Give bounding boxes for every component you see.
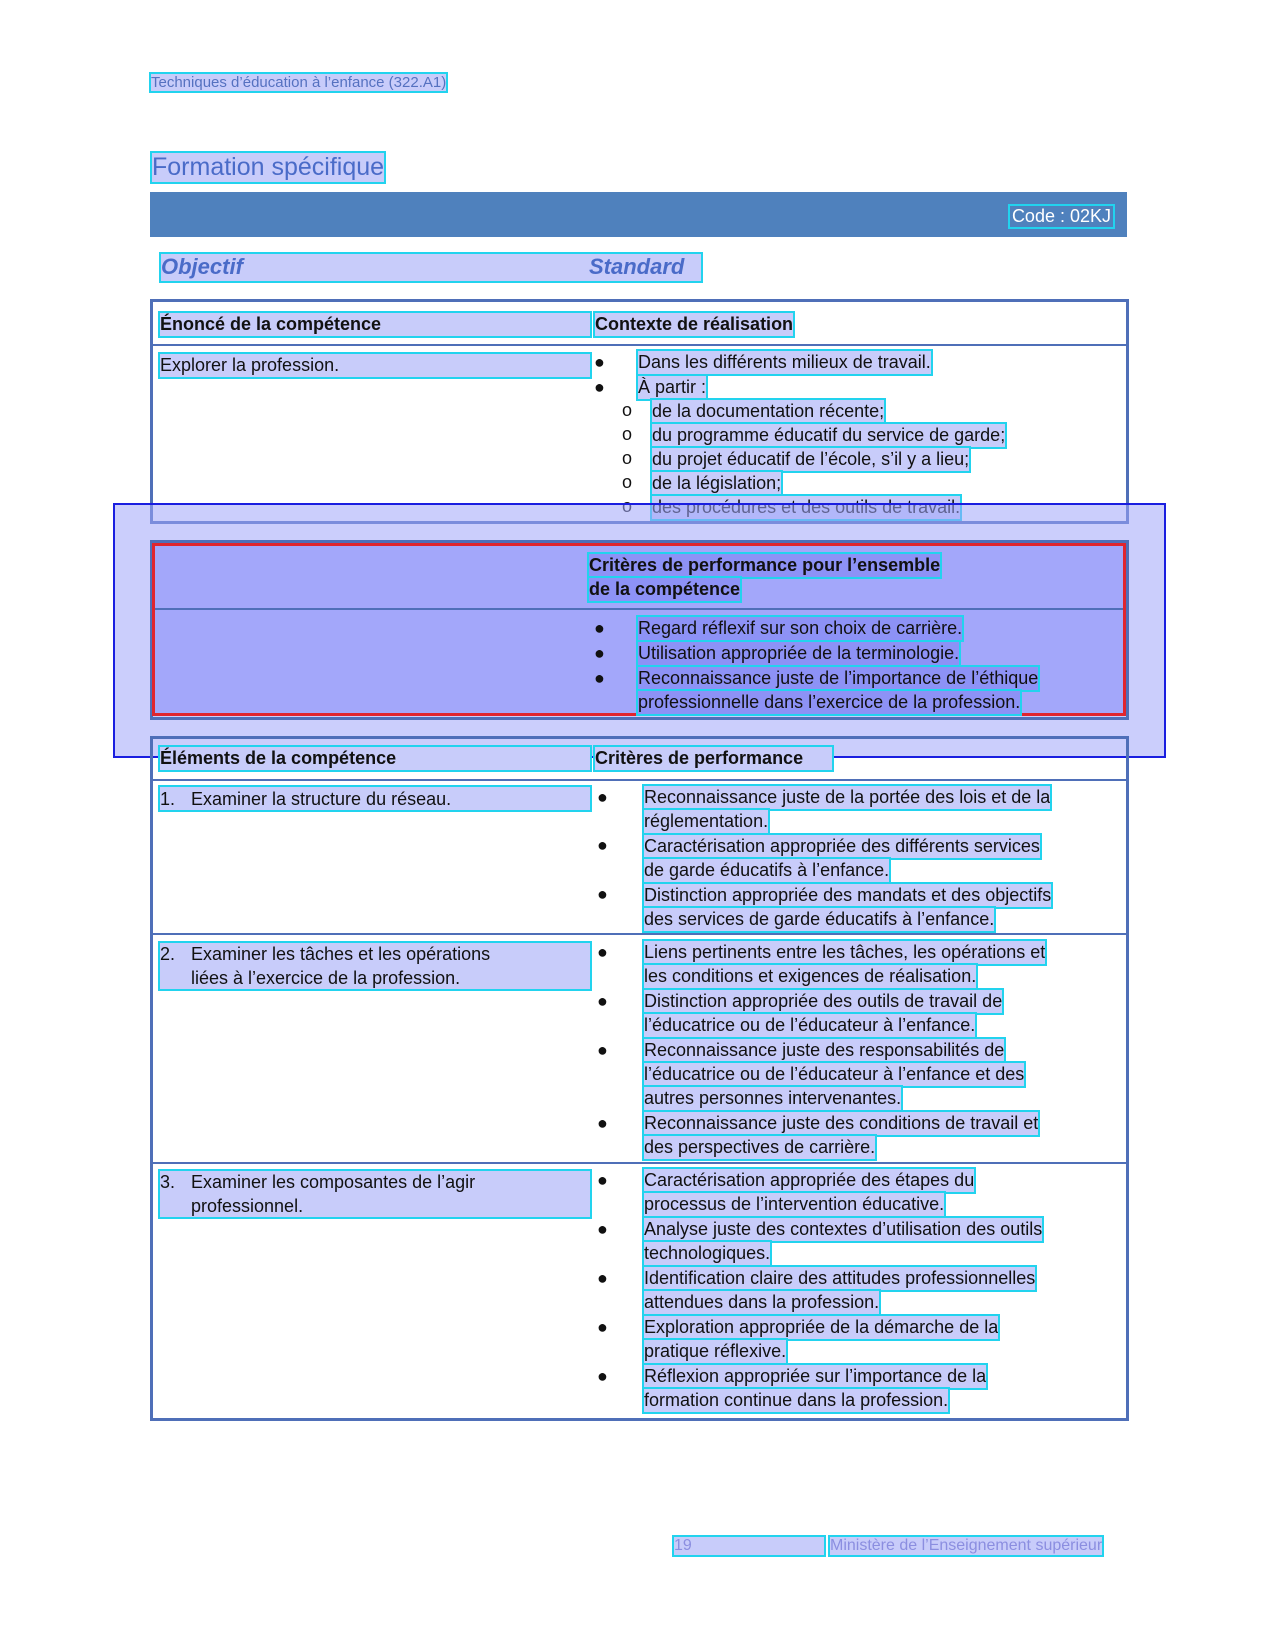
divider	[155, 608, 1123, 610]
critere-line: pratique réflexive.	[644, 1341, 787, 1361]
standard-heading: Standard	[589, 254, 685, 279]
bullet-icon: ●	[597, 1268, 608, 1288]
ensemble-heading-line1: Critères de performance pour l’ensemble	[589, 555, 941, 575]
divider	[152, 779, 1127, 781]
bullet-icon: ●	[597, 942, 608, 962]
ensemble-item: professionnelle dans l’exercice de la profession.	[638, 692, 1021, 712]
critere-line: Reconnaissance juste des conditions de travail et	[644, 1113, 1039, 1133]
elements-heading: Éléments de la compétence	[160, 747, 590, 770]
page-number: 19	[674, 1537, 824, 1555]
bullet-icon: ●	[597, 991, 608, 1011]
critere-line: Caractérisation appropriée des étapes du	[644, 1170, 975, 1190]
contexte-subitem: de la documentation récente;	[652, 401, 885, 421]
element-number: 3.	[160, 1172, 176, 1192]
enonce-text: Explorer la profession.	[160, 354, 590, 377]
contexte-item: Dans les différents milieux de travail.	[638, 352, 931, 372]
circle-bullet-icon: o	[622, 448, 633, 468]
critere-line: autres personnes intervenantes.	[644, 1088, 902, 1108]
bullet-icon: ●	[597, 1040, 608, 1060]
divider	[152, 1162, 1127, 1164]
circle-bullet-icon: o	[622, 424, 633, 444]
bullet-icon: ●	[594, 668, 605, 688]
bullet-icon: ●	[597, 1366, 608, 1386]
contexte-subitem: de la législation;	[652, 473, 782, 493]
circle-bullet-icon: o	[622, 400, 633, 420]
critere-line: Réflexion appropriée sur l’importance de la	[644, 1366, 987, 1386]
code-bar	[150, 192, 1127, 237]
critere-line: Caractérisation appropriée des différents services	[644, 836, 1040, 856]
contexte-heading: Contexte de réalisation	[595, 314, 794, 334]
objectif-heading: Objectif	[161, 254, 701, 281]
divider	[152, 344, 1127, 346]
critere-line: Distinction appropriée des mandats et des objectifs	[644, 885, 1052, 905]
element-text: Examiner la structure du réseau.	[191, 789, 452, 809]
critere-line: Reconnaissance juste des responsabilités de	[644, 1040, 1005, 1060]
critere-line: Identification claire des attitudes professionnelles	[644, 1268, 1036, 1288]
critere-line: technologiques.	[644, 1243, 771, 1263]
bullet-icon: ●	[597, 787, 608, 807]
critere-line: formation continue dans la profession.	[644, 1390, 949, 1410]
circle-bullet-icon: o	[622, 472, 633, 492]
critere-line: des services de garde éducatifs à l’enfance.	[644, 909, 995, 929]
critere-line: des perspectives de carrière.	[644, 1137, 876, 1157]
element-number: 2.	[160, 944, 176, 964]
bullet-icon: ●	[597, 884, 608, 904]
bullet-icon: ●	[594, 618, 605, 638]
code-label: Code : 02KJ	[1011, 206, 1111, 226]
ensemble-heading-line2: de la compétence	[589, 579, 741, 599]
critere-line: Reconnaissance juste de la portée des lois et de la	[644, 787, 1051, 807]
bullet-icon: ●	[597, 835, 608, 855]
contexte-subitem: du programme éducatif du service de garde;	[652, 425, 1006, 445]
element-text: Examiner les tâches et les opérations	[191, 944, 491, 964]
section-title: Formation spécifique	[152, 153, 385, 181]
ensemble-item: Regard réflexif sur son choix de carrière.	[638, 618, 963, 638]
critere-line: de garde éducatifs à l’enfance.	[644, 860, 890, 880]
critere-line: l’éducatrice ou de l’éducateur à l’enfance.	[644, 1015, 976, 1035]
element-number: 1.	[160, 789, 176, 809]
contexte-subitem: du projet éducatif de l’école, s’il y a lieu;	[652, 449, 970, 469]
critere-line: l’éducatrice ou de l’éducateur à l’enfance et des	[644, 1064, 1025, 1084]
footer-ministry: Ministère de l’Enseignement supérieur	[830, 1537, 1103, 1554]
element-text: professionnel.	[191, 1196, 304, 1216]
element-text: Examiner les composantes de l’agir	[191, 1172, 476, 1192]
critere-line: Distinction appropriée des outils de travail de	[644, 991, 1003, 1011]
critere-line: Liens pertinents entre les tâches, les opérations et	[644, 942, 1046, 962]
critere-line: attendues dans la profession.	[644, 1292, 880, 1312]
enonce-heading: Énoncé de la compétence	[160, 313, 590, 336]
ensemble-item: Reconnaissance juste de l’importance de l’éthique	[638, 668, 1039, 688]
bullet-icon: ●	[594, 643, 605, 663]
contexte-item: À partir :	[638, 377, 707, 397]
ensemble-item: Utilisation appropriée de la terminologie.	[638, 643, 960, 663]
bullet-icon: ●	[594, 377, 605, 397]
bullet-icon: ●	[597, 1170, 608, 1190]
bullet-icon: ●	[597, 1219, 608, 1239]
running-header: Techniques d’éducation à l’enfance (322.A1)	[151, 74, 447, 91]
bullet-icon: ●	[594, 352, 605, 372]
bullet-icon: ●	[597, 1113, 608, 1133]
critere-line: Exploration appropriée de la démarche de la	[644, 1317, 999, 1337]
critere-line: réglementation.	[644, 811, 769, 831]
bullet-icon: ●	[597, 1317, 608, 1337]
critere-line: Analyse juste des contextes d’utilisation des outils	[644, 1219, 1043, 1239]
criteres-heading: Critères de performance	[595, 747, 832, 770]
element-text: liées à l’exercice de la profession.	[191, 968, 461, 988]
divider	[152, 933, 1127, 935]
critere-line: les conditions et exigences de réalisation.	[644, 966, 977, 986]
critere-line: processus de l’intervention éducative.	[644, 1194, 945, 1214]
